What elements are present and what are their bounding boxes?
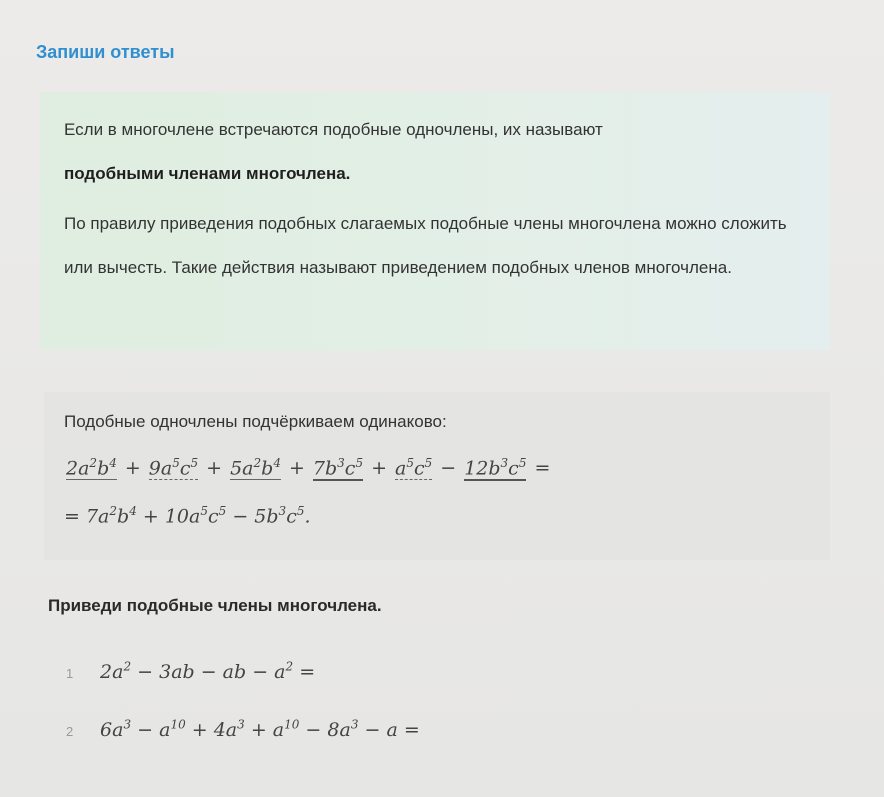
term-7b3c5: $7b^3c^5$	[312, 456, 364, 480]
example-equation-line-2: = $7a^2b^4 + 10a^5c^5 - 5b^3c^5$.	[64, 504, 311, 528]
task-item-1[interactable]	[66, 660, 315, 683]
theory-paragraph-1	[64, 108, 804, 196]
task-item-2[interactable]	[66, 718, 420, 741]
theory-p1-bold: подобными членами многочлена.	[64, 164, 351, 183]
task-number: 2	[66, 724, 74, 740]
term-2a2b4: $2a^2b^4$	[66, 456, 117, 480]
theory-card	[40, 92, 830, 350]
example-equation-line-1: $2a^2b^4 + 9a^5c^5 + 5a^2b^4 + 7b^3c^5 + a^5c^5 - 12b^3c^5$ =	[66, 456, 551, 480]
theory-paragraph-2: По правилу приведения подобных слагаемых подобные члены многочлена можно сложить или вычесть. Такие действия называют приведением подобных членов многочлена.	[64, 214, 787, 277]
task-number: 1	[66, 666, 74, 682]
term-9a5c5: $9a^5c^5$	[148, 456, 199, 480]
term-a5c5: $a^5c^5$	[395, 456, 433, 480]
task-title: Приведи подобные члены многочлена.	[48, 596, 382, 615]
task-expression: $2a^2 - 3ab$ − ab − $a^2$ =	[100, 660, 316, 684]
term-12b3c5: $12b^3c^5$	[464, 456, 527, 480]
example-block	[44, 392, 830, 560]
term-5a2b4: $5a^2b^4$	[230, 456, 281, 480]
section-title: Запиши ответы	[36, 42, 175, 62]
task-expression: $6a^3 - a^{10} + 4a^3 + a^{10} - 8a^3 - a$ =	[100, 718, 420, 742]
example-intro: Подобные одночлены подчёркиваем одинаково:	[64, 412, 447, 431]
theory-p1-text: Если в многочлене встречаются подобные одночлены, их называют	[64, 120, 603, 139]
